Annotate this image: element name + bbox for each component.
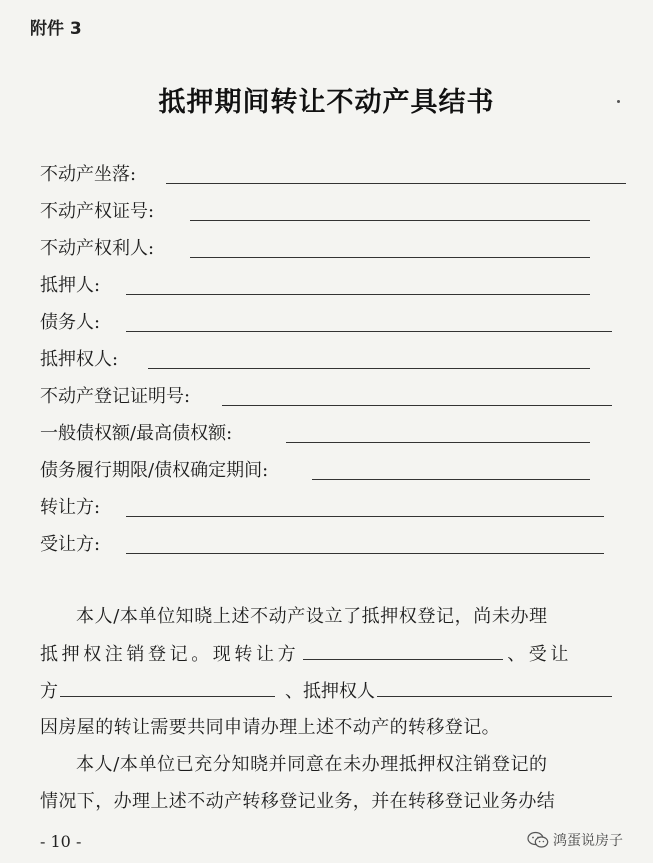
paragraph-line: 因房屋的转让需要共同申请办理上述不动产的转移登记。 <box>40 717 500 738</box>
field-mortgagee <box>40 347 590 373</box>
transferor-blank[interactable] <box>303 641 503 660</box>
declaration-paragraph-2 <box>40 752 630 822</box>
field-property-location <box>40 162 626 188</box>
field-right-holder <box>40 236 590 262</box>
field-label: 债务履行期限/债权确定期间: <box>40 460 269 481</box>
field-transferor <box>40 495 604 521</box>
transferee-blank[interactable] <box>60 678 275 697</box>
paragraph-text: 、受让 <box>507 644 573 665</box>
field-line[interactable] <box>222 405 612 406</box>
paragraph-text: 、抵押权人 <box>285 681 375 702</box>
field-line[interactable] <box>126 294 590 295</box>
declaration-paragraph-1 <box>40 604 630 738</box>
field-registration-proof-number <box>40 384 612 410</box>
field-label: 债务人: <box>40 312 101 333</box>
field-label: 转让方: <box>40 497 101 518</box>
field-line[interactable] <box>286 442 590 443</box>
paragraph-line: 情况下，办理上述不动产转移登记业务，并在转移登记业务办结 <box>40 791 556 812</box>
field-transferee <box>40 532 604 558</box>
field-mortgagor <box>40 273 590 299</box>
attachment-label: 附件 3 <box>30 19 82 39</box>
field-line[interactable] <box>190 257 590 258</box>
field-line[interactable] <box>312 479 590 480</box>
watermark-text: 鸿蛋说房子 <box>553 833 623 849</box>
field-label: 不动产权利人: <box>40 238 155 259</box>
speck-mark <box>617 100 620 103</box>
field-certificate-number <box>40 199 590 225</box>
field-debt-amount <box>40 421 590 447</box>
field-line[interactable] <box>148 368 590 369</box>
field-label: 抵押人: <box>40 275 101 296</box>
field-label: 抵押权人: <box>40 349 119 370</box>
paragraph-line <box>40 641 572 667</box>
document-title: 抵押期间转让不动产具结书 <box>158 87 495 118</box>
watermark <box>527 830 623 850</box>
paragraph-line: 本人/本单位已充分知晓并同意在未办理抵押权注销登记的 <box>76 754 548 775</box>
mortgagee-blank[interactable] <box>377 678 612 697</box>
field-debt-period <box>40 458 590 484</box>
field-line[interactable] <box>126 331 612 332</box>
page-number: - 10 - <box>40 832 82 851</box>
paragraph-text: 抵押权注销登记。现转让方 <box>40 644 300 665</box>
field-line[interactable] <box>190 220 590 221</box>
paragraph-text: 方 <box>40 681 58 702</box>
paragraph-line <box>40 678 612 704</box>
field-label: 不动产登记证明号: <box>40 386 191 407</box>
paragraph-line: 本人/本单位知晓上述不动产设立了抵押权登记，尚未办理 <box>76 606 548 627</box>
field-line[interactable] <box>126 516 604 517</box>
field-label: 不动产权证号: <box>40 201 155 222</box>
field-line[interactable] <box>166 183 626 184</box>
field-label: 不动产坐落: <box>40 164 137 185</box>
wechat-icon <box>527 831 549 849</box>
field-debtor <box>40 310 612 336</box>
field-line[interactable] <box>126 553 604 554</box>
field-label: 一般债权额/最高债权额: <box>40 423 233 444</box>
field-label: 受让方: <box>40 534 101 555</box>
